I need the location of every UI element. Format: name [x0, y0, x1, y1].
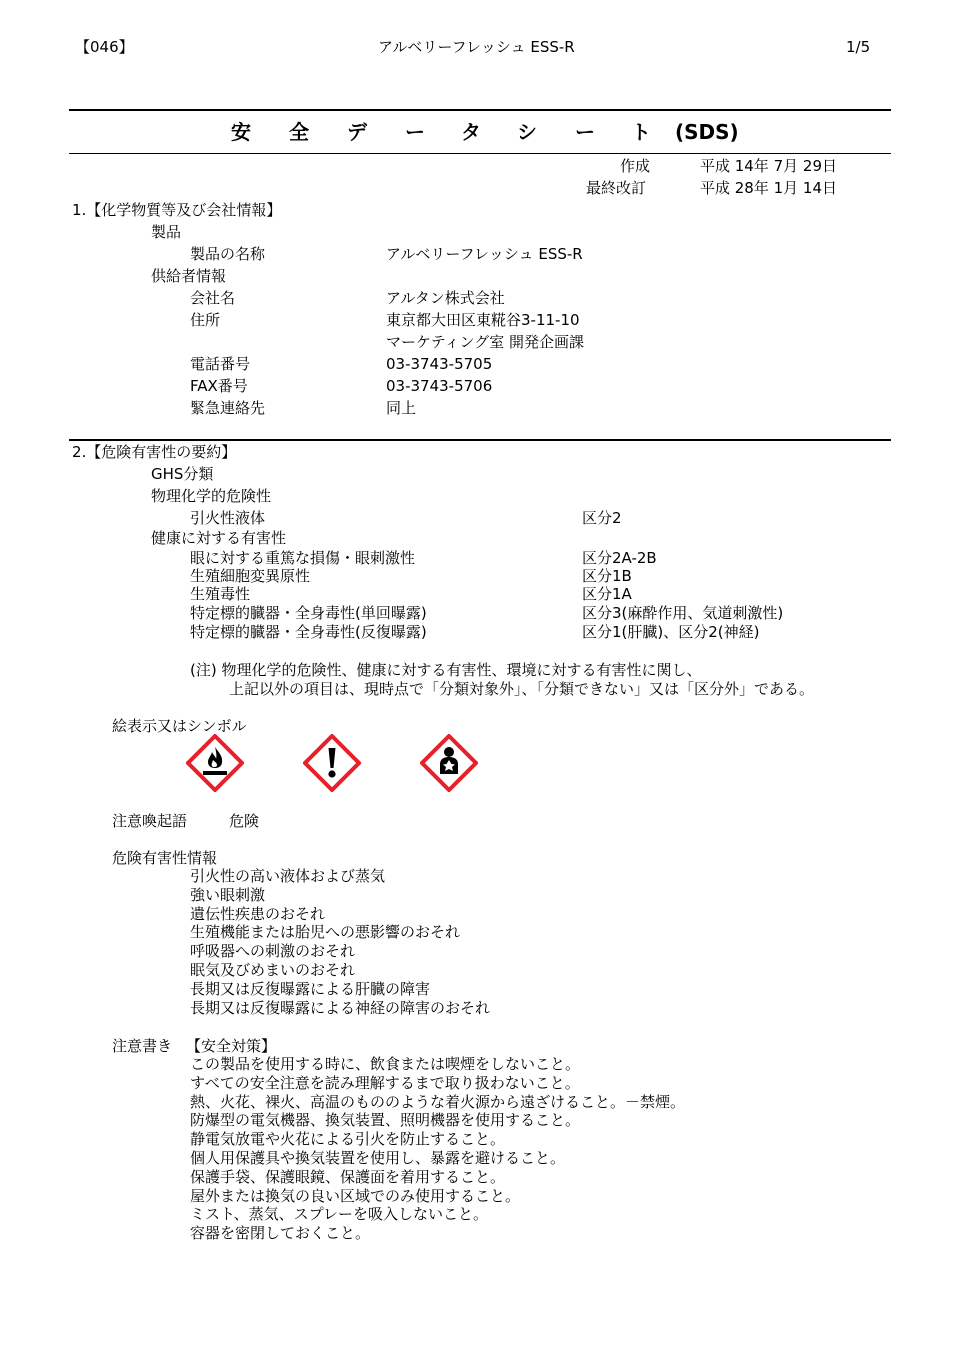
hazard-statement: 長期又は反復曝露による肝臓の障害	[190, 979, 431, 998]
hazard-info-label: 危険有害性情報	[112, 849, 218, 867]
hazard-statement: 長期又は反復曝露による神経の障害のおそれ	[190, 998, 491, 1017]
hazard-statement: 生殖機能または胎児への悪影響のおそれ	[190, 923, 461, 942]
address-label: 住所	[190, 311, 221, 329]
health-item-label: 特定標的臓器・全身毒性(単回曝露)	[190, 604, 427, 622]
health-item-label: 特定標的臓器・全身毒性(反復曝露)	[190, 623, 427, 641]
precaution-statement: この製品を使用する時に、飲食または喫煙をしないこと。	[190, 1055, 581, 1073]
section-divider	[69, 439, 891, 441]
section-2-heading: 2.【危険有害性の要約】	[72, 443, 237, 461]
product-name-value: アルベリーフレッシュ ESS-R	[386, 245, 583, 263]
fax-label: FAX番号	[190, 377, 248, 395]
product-group-label: 製品	[151, 223, 182, 241]
hazard-statements	[190, 867, 490, 1017]
title-char: ー	[405, 120, 425, 144]
title-char: デ	[347, 120, 367, 144]
health-item-value: 区分1B	[582, 567, 632, 585]
revised-value: 平成 28年 1月 14日	[700, 179, 838, 197]
address-value: 東京都大田区東糀谷3-11-10	[386, 311, 580, 329]
title-char: タ	[461, 120, 481, 144]
document-code: 【046】	[75, 38, 134, 56]
health-item-value: 区分2A-2B	[582, 549, 657, 567]
department-value: マーケティング室 開発企画課	[386, 333, 584, 351]
title-char: ー	[575, 120, 595, 144]
product-name-label: 製品の名称	[190, 245, 266, 263]
title-top-rule	[69, 109, 891, 111]
physchem-item-label: 引火性液体	[190, 509, 266, 527]
page-number: 1/5	[846, 38, 871, 56]
precaution-statement: 個人用保護具や換気装置を使用し、暴露を避けること。	[190, 1148, 566, 1167]
title-bottom-rule	[69, 153, 891, 154]
health-item-value: 区分3(麻酔作用、気道刺激性)	[582, 604, 784, 622]
emergency-label: 緊急連絡先	[190, 399, 266, 417]
created-label: 作成	[620, 157, 651, 175]
precaution-label: 注意書き	[112, 1037, 173, 1055]
section-1-heading: 1.【化学物質等及び会社情報】	[72, 201, 282, 219]
hazard-statement: 眠気及びめまいのおそれ	[190, 960, 356, 979]
precaution-statement: すべての安全注意を読み理解するまで取り扱わないこと。	[190, 1073, 580, 1092]
hazard-statement: 引火性の高い液体および蒸気	[190, 867, 386, 885]
health-item-label: 眼に対する重篤な損傷・眼刺激性	[190, 549, 416, 567]
health-item-label: 生殖毒性	[190, 585, 251, 603]
hazard-statement: 遺伝性疾患のおそれ	[190, 904, 326, 923]
precaution-statement: 保護手袋、保護眼鏡、保護面を着用すること。	[190, 1167, 506, 1186]
title-char: ト	[631, 120, 651, 144]
precaution-statements	[190, 1055, 685, 1243]
flame-icon	[186, 734, 244, 792]
signal-word-value: 危険	[229, 812, 260, 830]
hazard-statement: 呼吸器への刺激のおそれ	[190, 942, 356, 961]
document-title	[69, 118, 891, 146]
signal-word-label: 注意喚起語	[112, 812, 188, 830]
phone-label: 電話番号	[190, 355, 251, 373]
title-char: (SDS)	[675, 120, 739, 144]
ghs-label: GHS分類	[151, 465, 214, 483]
health-item-value: 区分1A	[582, 585, 632, 603]
fax-value: 03-3743-5706	[386, 377, 493, 395]
header-product-name: アルベリーフレッシュ ESS-R	[378, 38, 575, 56]
exclamation-icon	[303, 734, 361, 792]
health-group-label: 健康に対する有害性	[151, 529, 287, 547]
created-value: 平成 14年 7月 29日	[700, 157, 838, 175]
precaution-statement: ミスト、蒸気、スプレーを吸入しないこと。	[190, 1205, 489, 1224]
physchem-item-value: 区分2	[582, 509, 622, 527]
note-line-1: (注) 物理化学的危険性、健康に対する有害性、環境に対する有害性に関し、	[190, 661, 702, 679]
title-char: 安	[231, 120, 251, 144]
title-char: 全	[289, 120, 309, 144]
phone-value: 03-3743-5705	[386, 355, 493, 373]
physchem-group-label: 物理化学的危険性	[151, 487, 272, 505]
health-hazard-icon	[420, 734, 478, 792]
precaution-statement: 熱、火花、裸火、高温のもののような着火源から遠ざけること。－禁煙。	[190, 1092, 686, 1111]
title-char: シ	[517, 120, 537, 144]
company-label: 会社名	[190, 289, 236, 307]
pictogram-label: 絵表示又はシンボル	[112, 717, 247, 735]
supplier-group-label: 供給者情報	[151, 267, 227, 285]
precaution-statement: 屋外または換気の良い区域でのみ使用すること。	[190, 1186, 521, 1205]
precaution-subheading: 【安全対策】	[186, 1037, 277, 1055]
note-line-2: 上記以外の項目は、現時点で「分類対象外」、「分類できない」又は「区分外」である。	[229, 680, 815, 698]
precaution-statement: 防爆型の電気機器、換気装置、照明機器を使用すること。	[190, 1111, 581, 1130]
precaution-statement: 静電気放電や火花による引火を防止すること。	[190, 1130, 506, 1149]
precaution-statement: 容器を密閉しておくこと。	[190, 1224, 371, 1243]
emergency-value: 同上	[386, 399, 417, 417]
company-value: アルタン株式会社	[386, 289, 505, 307]
revised-label: 最終改訂	[586, 179, 647, 197]
health-item-value: 区分1(肝臓)、区分2(神経)	[582, 623, 760, 641]
hazard-statement: 強い眼刺激	[190, 885, 266, 904]
health-item-label: 生殖細胞変異原性	[190, 567, 311, 585]
